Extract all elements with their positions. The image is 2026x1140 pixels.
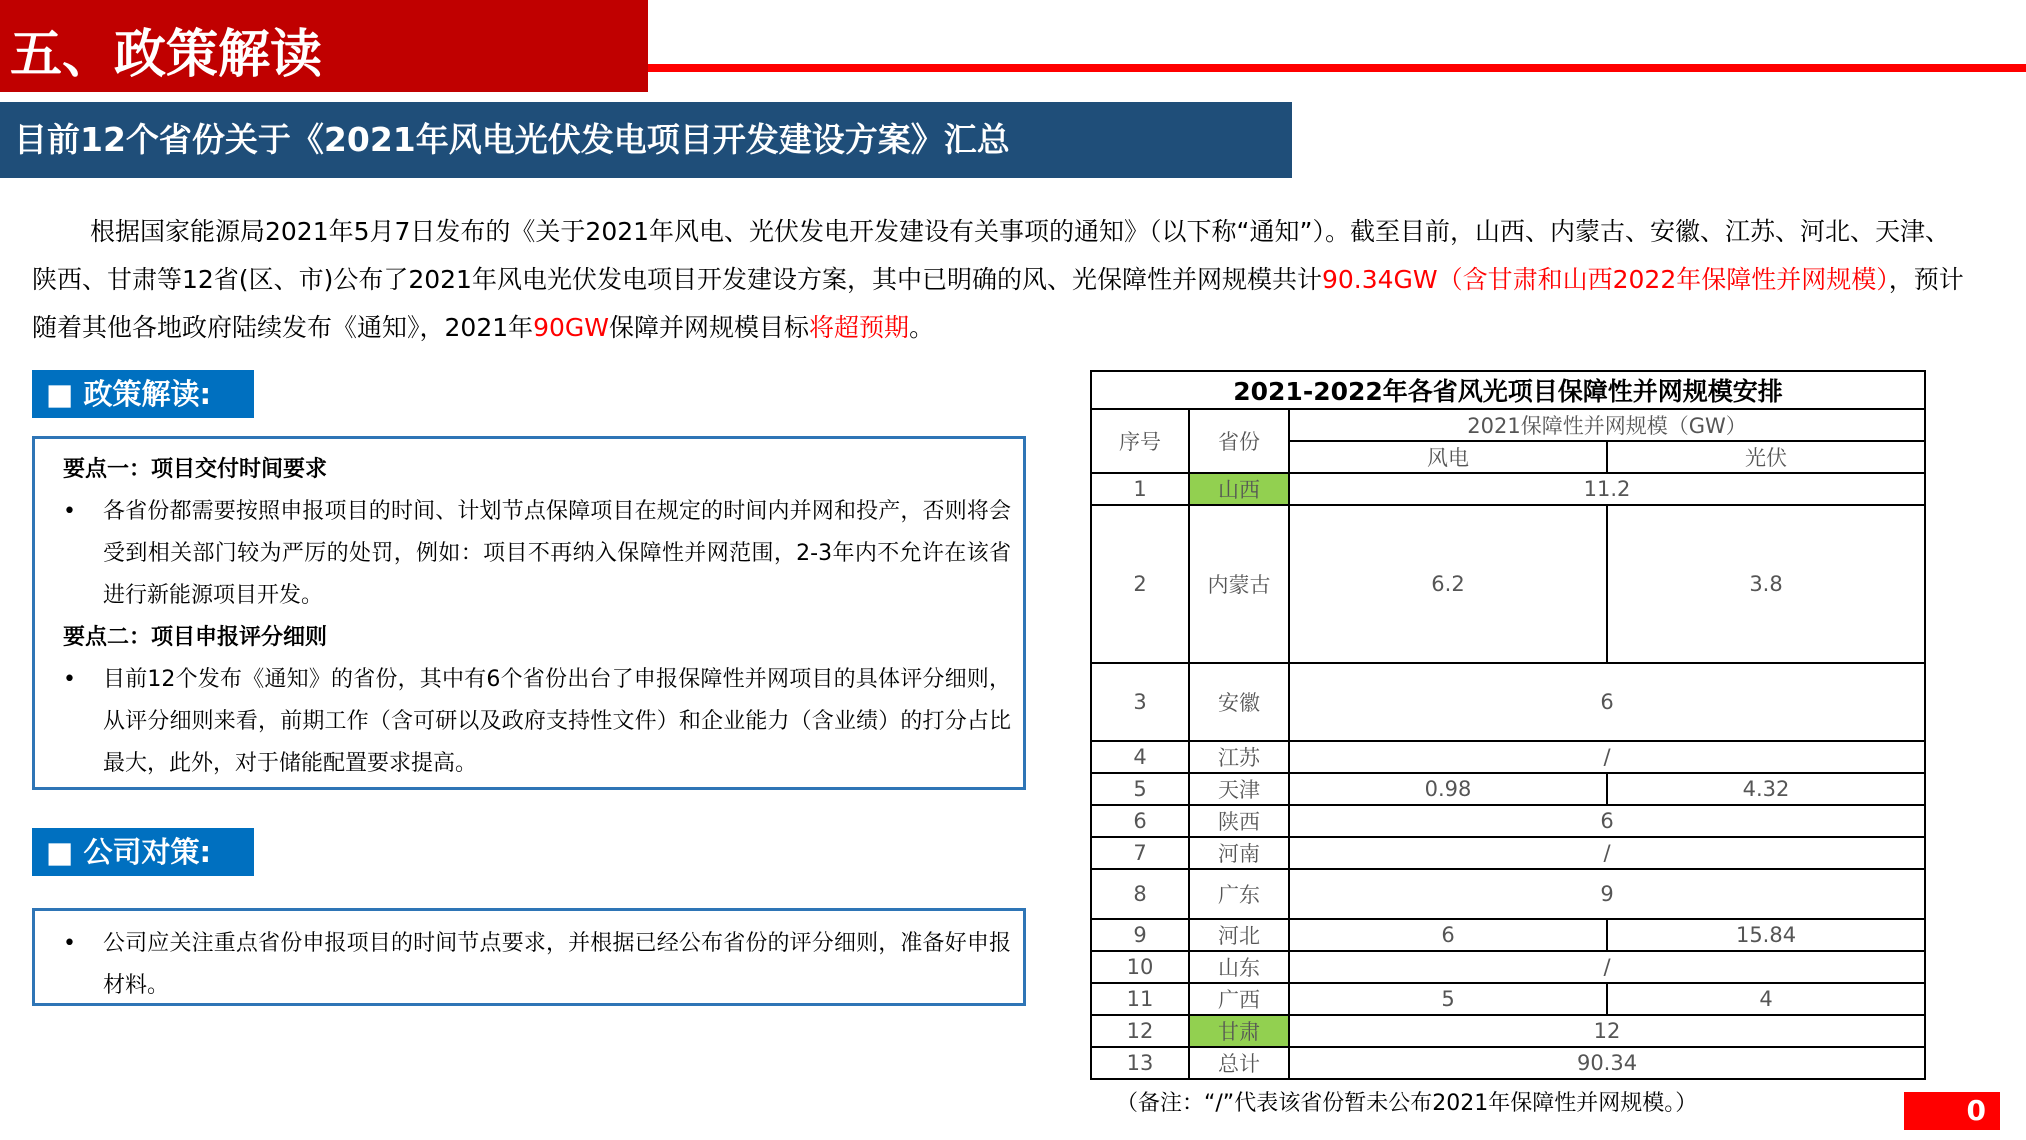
row-total-scale: 11.2 [1289, 473, 1925, 505]
row-number: 5 [1091, 773, 1189, 805]
table-row [1091, 869, 1925, 919]
table-row [1091, 505, 1925, 663]
row-wind-scale: 5 [1289, 983, 1607, 1015]
row-solar-scale: 4.32 [1607, 773, 1925, 805]
table-row [1091, 983, 1925, 1015]
company-bullet [63, 923, 1011, 1007]
point2-bullet [63, 659, 1011, 785]
point1-text: 各省份都需要按照申报项目的时间、计划节点保障项目在规定的时间内并网和投产，否则将会受到相关部门较为严厉的处罚，例如：项目不再纳入保障性并网范围，2-3年内不允许在该省进行新能源项目开发。 [103, 499, 1011, 608]
row-province: 内蒙古 [1189, 505, 1289, 663]
row-solar-scale: 3.8 [1607, 505, 1925, 663]
row-province: 陕西 [1189, 805, 1289, 837]
table-row [1091, 837, 1925, 869]
row-province: 山东 [1189, 951, 1289, 983]
company-text: 公司应关注重点省份申报项目的时间节点要求，并根据已经公布省份的评分细则，准备好申报材料。 [103, 931, 1011, 998]
bullet-icon: • [63, 499, 76, 524]
row-number: 11 [1091, 983, 1189, 1015]
row-total-scale: 12 [1289, 1015, 1925, 1047]
point1-bullet [63, 491, 1011, 617]
row-number: 13 [1091, 1047, 1189, 1079]
row-province: 山西 [1189, 473, 1289, 505]
row-total-scale: 6 [1289, 663, 1925, 741]
point2-text: 目前12个发布《通知》的省份，其中有6个省份出台了申报保障性并网项目的具体评分细则，从评分细则来看，前期工作（含可研以及政府支持性文件）和企业能力（含业绩）的打分占比最大，此外，对于储能配置要求提高。 [103, 667, 1011, 776]
row-number: 4 [1091, 741, 1189, 773]
row-total-scale: / [1289, 837, 1925, 869]
point1-title: 要点一：项目交付时间要求 [63, 457, 328, 482]
table-row [1091, 473, 1925, 505]
table-row [1091, 951, 1925, 983]
row-total-scale: / [1289, 741, 1925, 773]
table-row [1091, 773, 1925, 805]
header-province: 省份 [1189, 409, 1289, 473]
intro-text-2: ，预计随着其他各地政府陆续发布《通知》，2021年 [32, 265, 1964, 342]
table-row [1091, 1047, 1925, 1079]
intro-text-3: 保障并网规模目标 [609, 313, 810, 342]
bullet-icon: • [63, 667, 76, 692]
table-caption: 2021-2022年各省风光项目保障性并网规模安排 [1091, 371, 1925, 409]
intro-highlight-target: 90GW [533, 313, 610, 342]
row-province: 河北 [1189, 919, 1289, 951]
header-no: 序号 [1091, 409, 1189, 473]
header-solar: 光伏 [1607, 441, 1925, 473]
row-province: 天津 [1189, 773, 1289, 805]
row-solar-scale: 15.84 [1607, 919, 1925, 951]
header-scale: 2021保障性并网规模（GW） [1289, 409, 1925, 441]
company-section-label: ■ 公司对策: [32, 828, 254, 876]
page-title: 五、政策解读 [10, 25, 323, 85]
bullet-icon: • [63, 931, 76, 956]
page-number: 0 [1904, 1092, 2000, 1130]
row-number: 9 [1091, 919, 1189, 951]
intro-text-4: 。 [909, 313, 935, 342]
policy-box [32, 436, 1026, 790]
row-number: 7 [1091, 837, 1189, 869]
header-rule [648, 64, 2026, 72]
row-province: 江苏 [1189, 741, 1289, 773]
table-row [1091, 741, 1925, 773]
header-wind: 风电 [1289, 441, 1607, 473]
subtitle: 目前12个省份关于《2021年风电光伏发电项目开发建设方案》汇总 [14, 120, 1010, 159]
row-province: 河南 [1189, 837, 1289, 869]
row-wind-scale: 6.2 [1289, 505, 1607, 663]
row-solar-scale: 4 [1607, 983, 1925, 1015]
row-number: 3 [1091, 663, 1189, 741]
row-province: 广东 [1189, 869, 1289, 919]
table-row [1091, 663, 1925, 741]
quota-table [1090, 370, 1924, 1080]
row-number: 6 [1091, 805, 1189, 837]
point2-title: 要点二：项目申报评分细则 [63, 625, 328, 650]
row-province: 安徽 [1189, 663, 1289, 741]
intro-highlight-outlook: 将超预期 [809, 313, 910, 342]
row-number: 12 [1091, 1015, 1189, 1047]
intro-text-1: 根据国家能源局2021年5月7日发布的《关于2021年风电、光伏发电开发建设有关事项的通知》（以下称“通知”）。截至目前，山西、内蒙古、安徽、江苏、河北、天津、陕西、甘肃等12省(区、市)公布了2021年风电光伏发电项目开发建设方案，其中已明确的风、光保障性并网规模共计 [32, 217, 1950, 294]
row-total-scale: 9 [1289, 869, 1925, 919]
row-province: 广西 [1189, 983, 1289, 1015]
row-wind-scale: 0.98 [1289, 773, 1607, 805]
row-total-scale: / [1289, 951, 1925, 983]
row-province: 总计 [1189, 1047, 1289, 1079]
row-number: 2 [1091, 505, 1189, 663]
table-row [1091, 805, 1925, 837]
table-note: （备注：“/”代表该省份暂未公布2021年保障性并网规模。） [1116, 1091, 1698, 1116]
row-wind-scale: 6 [1289, 919, 1607, 951]
row-province: 甘肃 [1189, 1015, 1289, 1047]
company-box [32, 908, 1026, 1006]
row-total-scale: 6 [1289, 805, 1925, 837]
intro-paragraph [32, 208, 1972, 352]
row-number: 10 [1091, 951, 1189, 983]
policy-section-label: ■ 政策解读: [32, 370, 254, 418]
intro-highlight-total: 90.34GW（含甘肃和山西2022年保障性并网规模） [1321, 265, 1889, 294]
table-row [1091, 919, 1925, 951]
table-row [1091, 1015, 1925, 1047]
row-number: 8 [1091, 869, 1189, 919]
row-number: 1 [1091, 473, 1189, 505]
row-total-scale: 90.34 [1289, 1047, 1925, 1079]
